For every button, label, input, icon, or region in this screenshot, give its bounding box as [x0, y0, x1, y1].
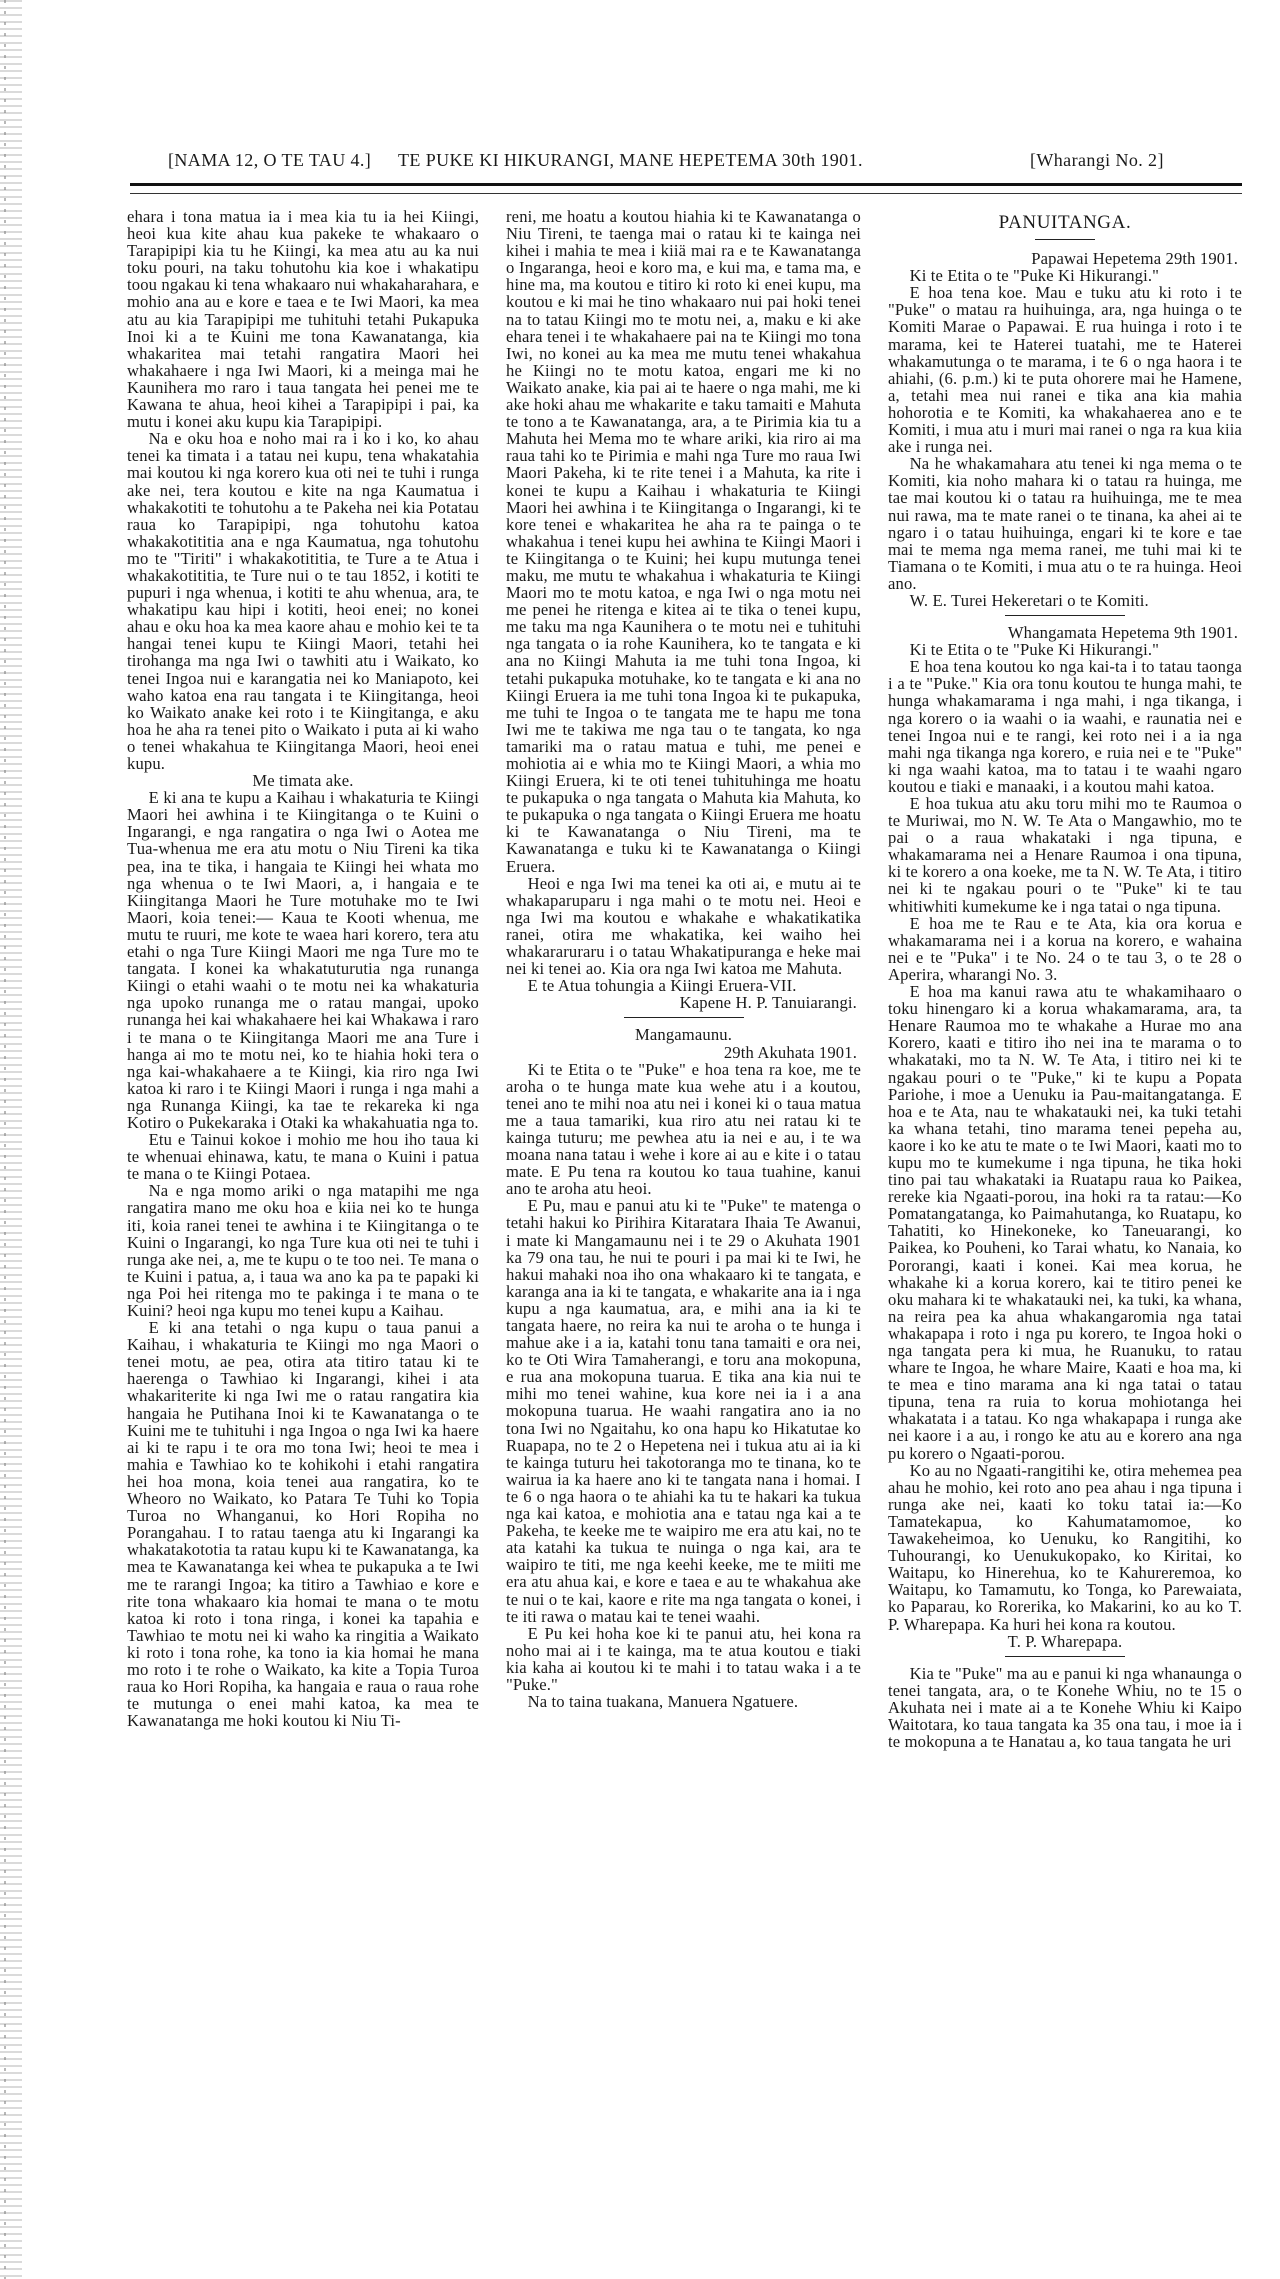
- paragraph: E hoa me te Rau e te Ata, kia ora korua e whakamarama nei i a korua na korero, e wahaina nei e te "Puka" i te No. 24 o te tau 3, o te 28 o Aperira, wharangi No. 3.: [888, 913, 1242, 984]
- newspaper-title-date: TE PUKE KI HIKURANGI, MANE HEPETEMA 30th 1901.: [398, 150, 863, 170]
- paragraph: Ki te Etita o te "Puke" e hoa tena ra koe, me te aroha o te hunga mate kua wehe atu i a koutou, tenei ano te mihi noa atu nei i konei ki o taua matua me a taua tamariki, kua riro atu nei ratau ki te kainga tuturu; me pewhea atu ia nei e au, i te wa moana nana tatau i wehe i kore ai au e kite i o tatau mate. E Pu tena ra koutou ko taua tuahine, kanui ano te aroha atu heoi.: [506, 1059, 861, 1199]
- paragraph: Na e nga momo ariki o nga matapihi me nga rangatira mano me oku hoa e kiia nei ko te hunga iti, koia ranei tenei te awhina i te Kiingitanga o te Kuini o Ingarangi, ko nga Ture kua oti nei te tuhi i runga ake nei, a, me te kupu o te too nei. Te mana o te Kuini i patua, a, i taua wa ano ka pa te papaki ki nga Poi hei ritenga mo te pakinga i te mana o te Kuini? heoi nga kupu mo tenei kupu a Kaihau.: [127, 1181, 479, 1320]
- paragraph: E Pu kei hoha koe ki te panui atu, hei kona ra noho mai ai i te kainga, ma te atua koutou e tiaki kia kaha ai koutou ki te mahi i to tatau waka i a te "Puke.": [506, 1623, 861, 1694]
- dateline-or-signature: Kapene H. P. Tanuiarangi.: [679, 993, 857, 1013]
- paragraph: E Pu, mau e panui atu ki te "Puke" te matenga o tetahi hakui ko Pirihira Kitaratara Ihaia Te Awanui, i mate ki Mangamaunu nei i te 29 o Akuhata 1901 ka 79 ona tau, he nui te pouri i pa mai ki te Iwi, he hakui mahaki noa iho ona whakaaro ki te tangata, e karanga ana ia ki te tangata, e whakarite ana ia i nga kupu a nga kaumatua, ara, e mihi ana ia ki te tangata haere, no reira ka nui te aroha o te hunga i mahue ake i a ia, katahi tonu tana tamaiti e ora nei, ko te Oti Wira Tamaherangi, e toru ana mokopuna, e rua ana mokopuna tuarua. E tika ana kia nui te mihi mo tenei wahine, kua kore nei ia i a ana mokopuna tuarua. He waahi rangatira ano ia no tona Iwi no Ngaitahu, ko ona hapu ko Hikatutae ko Ruapapa, no te 2 o Hepetena nei i tukua atu ai ia ki te kainga tuturu hei takotoranga mo te tinana, ko te wairua ia ka haere ano ki te tangata nana i homai. I te 6 o nga haora o te ahiahi ka tu te hakari ka tukua nga kai katoa, e mohiotia ana e tatau nga kai a te Pakeha, te keeke me te waipiro me era atu kai, no te ata katahi ka tukua te nuinga o nga kai, ara te waipiro te titi, me nga keehi keeke, me te miiti me era atu ahua kai, e kore e taea e au te whakahua ake te nui o te kai, kaore e rite ma nga tangata o konei, i te iti rawa o matau kai te tenei waahi.: [506, 1196, 861, 1626]
- paragraph: Na to taina tuakana, Manuera Ngatuere.: [527, 1692, 799, 1712]
- dateline-or-signature: Whangamata Hepetema 9th 1901.: [1007, 623, 1238, 643]
- paragraph: E hoa tena koutou ko nga kai-ta i to tatau taonga i a te "Puke." Kia ora tonu koutou te hunga mahi, te hunga whakamarama i nga mahi, i nga tikanga, i nga korero o ia waahi o ia waahi, e raunatia nei e tenei Ingoa nui e te rangi, kei roto nei i a ia nga mahi nga tikanga nga korero, e ruia nei e te "Puke" ki nga waahi katoa, ma to tatau i te waahi ngaro koutou e tiaki e manaaki, i a koutou mahi katoa.: [888, 657, 1242, 796]
- section-heading: PANUITANGA.: [998, 212, 1132, 233]
- paragraph: Kia te "Puke" ma au e panui ki nga whanaunga o tenei tangata, ara, o te Konehe Whiu, no te 15 o Akuhata nei i mate ai a te Konehe Whiu ki Kaipo Waitotara, ko taua tangata ka 35 ona tau, i moe ia i te mokopuna a te Hanatau a, ko taua tangata he uri: [888, 1663, 1242, 1752]
- paragraph: Heoi e nga Iwi ma tenei ka oti ai, e mutu ai te whakaparuparu i nga mahi o te motu nei. Heoi e nga Iwi ma koutou e whakahe e whakatikatika ranei, otira me whakatika, kei waiho hei whakararuraru i o tatau Whakatipuranga e heke mai nei ki tenei ao. Kia ora nga Iwi katoa me Mahuta.: [506, 873, 861, 979]
- paragraph: ehara i tona matua ia i mea kia tu ia hei Kiingi, heoi kua kite ahau kua pakeke te whakaaro o Tarapipipi kia tu he Kiingi, ka mea atu au ka nui toku pouri, na taku tohutohu kia koe i whakatipu toou ngakau ki tena whakaaro nui whakaharahara, e mohio ana au e kore e taea e te Iwi Maori, ka mea atu au kia Tarapipipi me tuhituhi tetahi Pukapuka Inoi ki a te Kuini me tona Kawanatanga, kia whakaritea mai tetahi rangatira Maori hei whakahaere i nga Iwi Maori, ki a meinga mai he Kaunihera mo raro i taua tangata hei penei me te Kawana te ahua, heoi kihei a Tarapipipi i pai, ka mutu i konei aku kupu kia Tarapipipi.: [127, 207, 479, 432]
- column-3: [888, 208, 1242, 1750]
- issue-number: [NAMA 12, O TE TAU 4.]: [168, 150, 372, 170]
- paragraph: Ki te Etita o te "Puke Ki Hikurangi.": [909, 640, 1160, 660]
- centered-line: Me timata ake.: [252, 771, 354, 791]
- centered-line: T. P. Wharepapa.: [1007, 1631, 1123, 1651]
- scan-binding-stitch: [4, 0, 6, 2279]
- paragraph: Ki te Etita o te "Puke Ki Hikurangi.": [909, 266, 1160, 286]
- paragraph: Ko au no Ngaati-rangitihi ke, otira mehemea pea ahau he mohio, kei roto ano pea ahau i nga tipuna i runga ake nei, kaati ko toku tatai ia:—Ko Tamatekapua, ko Kahumatamomoe, ko Tawakeheimoa, ko Uenuku, ko Rangitihi, ko Tuhourangi, ko Uenukukopako, ko Kiritai, ko Waitapu, ko Hinerehua, ko te Kahureremoa, ko Waitapu, ko Tamamutu, ko Tonga, ko Parewaiata, ko Paparau, ko Rorerika, ko Makarini, ko au ko T. P. Wharepapa. Ka huri hei kona ra koutou.: [888, 1460, 1242, 1634]
- paragraph: E hoa tena koe. Mau e tuku atu ki roto i te "Puke" o matau ra huihuinga, ara, nga huinga o te Komiti Marae o Papawai. E rua huinga i roto i te marama, kei te Haterei tuatahi, me te Haterei whakamutunga o te marama, i te 6 o nga haora i te ahiahi, (6. p.m.) ki te puta ohorere mai he Hamene, a, tetahi mea nui ranei e tika ana kia mahia hohorotia e te Komiti, ka whakahaerea ano e te Komiti, i mua atu i muri mai ranei o nga ra kua kiia ake i runga nei.: [888, 283, 1242, 457]
- paragraph: W. E. Turei Hekeretari o te Komiti.: [909, 590, 1149, 610]
- section-divider: [624, 1017, 744, 1018]
- page-number: [Wharangi No. 2]: [1030, 150, 1164, 170]
- masthead-rule-thin: [130, 193, 1242, 194]
- paragraph: Etu e Tainui kokoe i mohio me hou iho taua ki te whenuai ehinawa, katu, te mana o Kuini i patua te mana o te Kiingi Potaea.: [127, 1130, 479, 1184]
- dateline-or-signature: Papawai Hepetema 29th 1901.: [1031, 249, 1238, 269]
- dateline-or-signature: 29th Akuhata 1901.: [723, 1042, 857, 1062]
- column-1: [127, 208, 479, 1729]
- section-divider: [1035, 239, 1095, 240]
- section-divider: [1005, 615, 1125, 616]
- paragraph: E hoa tukua atu aku toru mihi mo te Raumoa o te Muriwai, mo N. W. Te Ata o Mangawhio, mo te pai o a raua whakataki i nga tipuna, e whakamarama nei a Henare Raumoa i ona tipuna, ki te korero a ona koeke, me ta N. W. Te Ata, i titiro nei ki te ngakau pouri o te "Puke" ki te tau whitiwhiti kumekume ke i nga tatai o nga tipuna.: [888, 794, 1242, 916]
- paragraph: E hoa ma kanui rawa atu te whakamihaaro o toku hinengaro ki a korua whakamarama, ara, ta Henare Raumoa mo te whakahe a Hurae mo ana Korero, kaati e titiro iho nei ina te marama o to whakataki, mo ta N. W. Te Ata, i titiro nei ki te ngakau pouri o te "Puke," ki te kupu a Popata Pariohe, i moe a Uenuku ia Pau-maitangatanga. E hoa e te Ata, nau te whakatauki nei, ka tuki tetahi ka whana tetahi, tino marama tenei pepeha au, kaore i ko ke atu te mate o te Iwi Maori, kaati mo to kupu mo te kumekume i nga tipuna, he tika hoki tino pai tau whakataki ia Ruatapu raua ko Paikea, rereke kia Ngaati-porou, ina hoki ra ta ratau:—Ko Pomatangatanga, ko Paimahutanga, ko Ruatapu, ko Tahatiti, ko Hinekoneke, ko Taneuarangi, ko Paikea, ko Pouheni, ko Tarai whatu, ko Nanaia, ko Pororangi, kaati i konei. Kai mea korua, he whakahe ki a korua korero, kai te titiro penei ke oku mahara ki te whakatauki nei, ka tuki, ka whana, na reira pea ka ahua whakangaromia nga tatai whakapapa i roto i nga pu korero, te Ingoa hoki o nga tangata pera ki mua, he Ruanuku, to ratau whare te Ingoa, he whare Maire, Kaati e hoa ma, ki te mea e tino marama ana ki nga tatai o tatau tipuna, tena ra ruia to korua mohiotanga hei whakatata i a tatau. Ko nga whakapapa i runga ake nei kaore i a au, i rongo ke atu au e korero ana nga pu korero o Ngaati-porou.: [888, 982, 1242, 1463]
- masthead: [160, 150, 1245, 174]
- paragraph: reni, me hoatu a koutou hiahia ki te Kawanatanga o Niu Tireni, te taenga mai o ratau ki te kainga nei kihei i mahia te mea i kiiä mai ra e te Kawanatanga o Ingaranga, heoi e koro ma, e kui ma, e tama ma, e hine ma, ma koutou e titiro ki roto ki enei kupu, ma koutou e ki mai he tino whakaaro nui pai hoki tenei na to tatau Kiingi mo te motu nei, a, maku e ki ake ehara tenei i te whakahaere pai na te Kiingi mo tona Iwi, no konei au ka mea me mutu tenei whakahua he Kiingi no te motu katoa, engari me ki no Waikato anake, kia pai ai te haere o nga mahi, me ki ake hoki ahau me whakarite e taku tamaiti e Mahuta te tono a te Kawanatanga, ara, a te Pirimia kia tu a Mahuta hei Mema mo te whare ariki, kia riro ai ma raua tahi ko te Pirimia e mahi nga Ture mo raua Iwi Maori Pakeha, ki te rite tenei i a Mahuta, ka rite i konei te kupu a Kaihau i whakaturia te Kiingi Maori hei awhina i te Kiingitanga o Ingarangi, ki te kore tenei e whakaritea he aha ra te painga o te whakahua i tenei kupu hei awhina te Kiingi Maori i te Kiingitanga o te Kuini; hei kupu mutunga tenei maku, me mutu te whakahua i whakaturia te Kiingi Maori mo te motu katoa, e nga Iwi o nga motu nei me penei he ritenga e kitea ai te tika o tenei kupu, me taku ma nga Kaunihera o te motu nei e tuhituhi nga tangata o ia rohe Kaunihera, ko te tangata e ki ana no Kiingi Mahuta ia me tuhi tona Ingoa, ki tetahi pukapuka motuhake, ko te tangata e ki ana no Kiingi Eruera ia me tuhi tona Ingoa ki te pukapuka, me tuhi te Ingoa o te tangata me te hapu me tona Iwi me te takiwa me nga tau o te tangata, ko nga tamariki ma o ratau matua e tuhi, me penei e mohiotia ai e whia mo te Kiingi Maori, a whia mo Kiingi Eruera, ki te oti tenei tuhituhinga me hoatu te pukapuka o nga tangata o Mahuta kia Mahuta, ko te pukapuka o nga tangata o Kiingi Eruera me hoatu ki te Kawanatanga o Niu Tireni, ma te Kawanatanga e tuku ki te Kawanatanga o Kiingi Eruera.: [506, 207, 861, 876]
- masthead-rule: [130, 183, 1242, 186]
- column-2: [506, 208, 861, 1710]
- paragraph: E ki ana te kupu a Kaihau i whakaturia te Kiingi Maori hei awhina i te Kiingitanga o te Kuini o Ingarangi, e nga rangatira o nga Iwi o Aotea me Tua-whenua me era atu motu o Niu Tireni ka tika pea, ina te tika, i hangaia te Kiingi hei whata mo nga whenua o te Iwi Maori, a, i hangaia e te Kiingitanga Maori he Ture motuhake mo te Iwi Maori, koia tenei:— Kaua te Kooti whenua, me mutu te ruuri, me kote te waea hari korero, tera atu etahi o nga Ture Kiingi Maori me nga Ture mo te tangata. I konei ka whakatuturutia nga runanga Kiingi o etahi waahi o te motu nei ka whakaturia nga upoko runanga me o ratau mangai, upoko runanga hei kai whakahaere hei kai Whakawa i raro i te mana o te Kiingitanga Maori me ana Ture i hanga ai mo te motu nei, ko te hiahia hoki tera o nga kai-whakahaere a te Kiingi, kia riro nga Iwi katoa ki raro i te Kiingi Maori i runga i nga mahi a nga Runanga Kiingi, ka tae te rekareka ki nga Kotiro o Pukekaraka i Otaki ka whakahuatia nga to.: [127, 788, 479, 1132]
- paragraph: Na e oku hoa e noho mai ra i ko i ko, ko ahau tenei ka timata i a tatau nei kupu, tena whakatahia mai koutou ki nga korero kua oti nei te tuhi i runga ake nei, tera koutou e kite na nga Kaumatua i whakakotiti te tohutohu a te Pakeha nei kia Potatau raua ko Tarapipipi, nga tohutohu katoa whakakotititia ana e nga Kaumatua, nga tohutohu mo te "Tiriti" i whakakotititia, te Ture a te Atua i whakakotititia, te Ture nui o te tau 1852, i kotiti te pupuri i nga whenua, i kotiti te ahu whenua, ara, te whakatipu kau hipi i kotiti, heoi enei; no konei ahau e oku hoa ka mea kaore ahau e mohio kei te ta hangai tenei kupu te Kiingi Maori, tetahi hei tirohanga ma nga Iwi o tawhiti atu i Waikato, ko tenei Ingoa nui e karangatia nei ko Maniapoto, kei waho katoa ena rau tangata i te Kiingitanga, heoi ko Waikato anake kei roto i te Kiingitanga, e aku hoa he aha ra tenei pito o Waikato i puta ai ki waho o tenei whakahua te Kiingitanga Maori, heoi enei kupu.: [127, 429, 479, 773]
- paragraph: E te Atua tohungia a Kiingi Eruera-VII.: [527, 976, 797, 996]
- centered-line: Mangamaunu.: [634, 1025, 733, 1045]
- paragraph: E ki ana tetahi o nga kupu o taua panui a Kaihau, i whakaturia te Kiingi mo nga Maori o tenei motu, ae pea, otira ata titiro tatau ki te haerenga o Tawhiao ki Ingarangi, kihei i ata whakariterite ki nga Iwi me o ratau rangatira kia hangaia he Putihana Inoi ki te Kawanatanga o te Kuini me te tuhituhi i nga Ingoa o nga Iwi ka haere ai ki te rapu i te ora mo tona Iwi; heoi te mea i mahia e Tawhiao ko te kohikohi i etahi rangatira hei hoa mona, koia tenei aua rangatira, ko te Wheoro no Waikato, ko Patara Te Tuhi ko Topia Turoa no Whanganui, ko Hori Ropiha no Porangahau. I to ratau taenga atu ki Ingarangi ka whakatakototia ta ratau kupu ki te Kawanatanga, ka mea te Kawanatanga kei whea te pukapuka a te Iwi me te rarangi Ingoa; ka titiro a Tawhiao e kore e rite tona whakaaro kia homai te mana o te motu katoa ki roto i tona ringa, i konei ka tapahia e Tawhiao te motu nei ki waho ka ringitia a Waikato ki roto i tona rohe, ka tono ia kia homai he mana mo roto i te rohe o Waikato, ka kite a Topia Turoa raua ko Hori Ropiha, ka hangaia e raua o raua rohe te mutunga o enei mahi katoa, ka mea te Kawanatanga me hoki koutou ki Niu Ti-: [127, 1318, 479, 1731]
- paragraph: Na he whakamahara atu tenei ki nga mema o te Komiti, kia noho mahara ki o tatau ra huinga, me tae mai koutou ki o tatau ra huihuinga, me te mea nui rawa, ma te mate ranei o te tinana, ka ahei ai te ngaro i o tatau huihuinga, engari ki te kore e tae mai te mema nga mema ranei, me tuhi mai ki te Tiamana o te Komiti, i mua atu o te ra huinga. Heoi ano.: [888, 454, 1242, 593]
- section-divider: [1005, 1656, 1125, 1657]
